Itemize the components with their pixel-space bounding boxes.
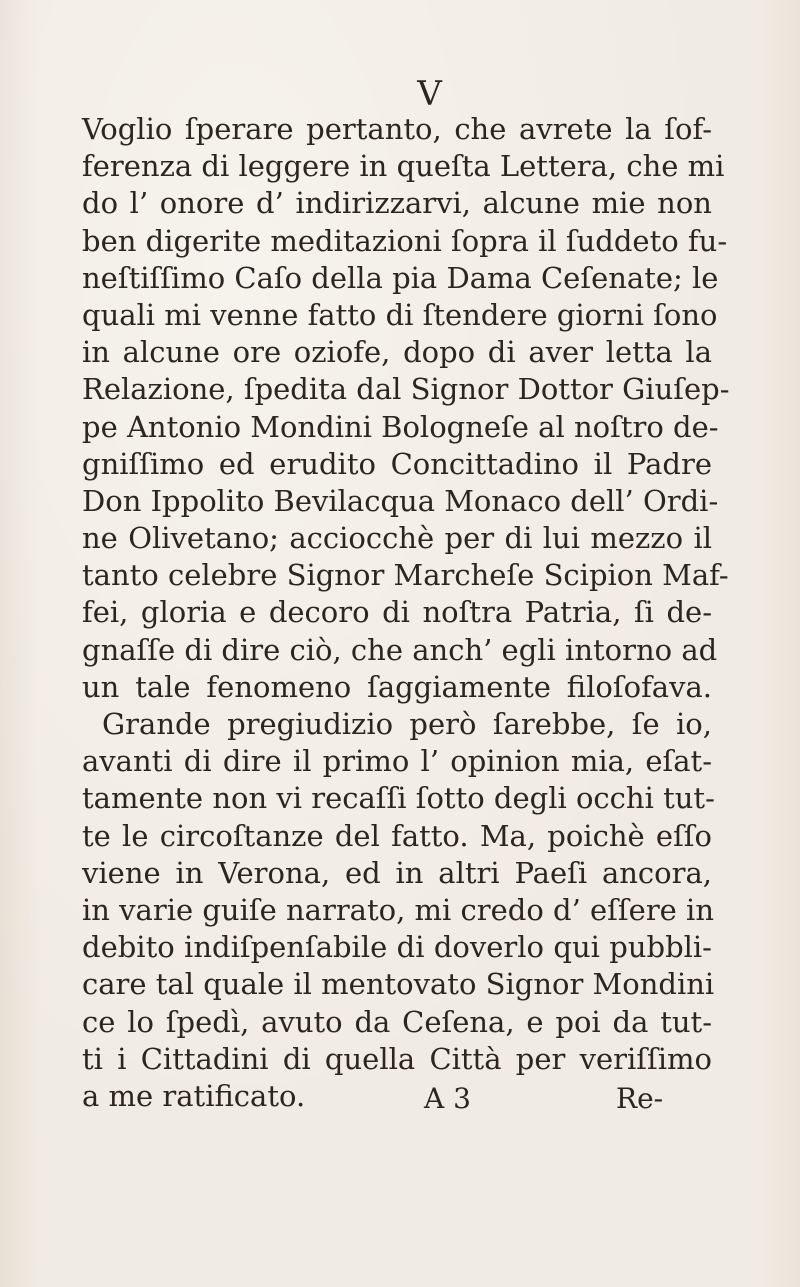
text-line: ben digerite meditazioni ſopra il ſuddeto fu- bbox=[82, 223, 728, 258]
page-footer bbox=[0, 1082, 800, 1122]
text-line-paragraph-end: a me ratificato. bbox=[82, 1078, 306, 1113]
body-text bbox=[82, 111, 730, 1115]
text-line: ce lo ſpedì, avuto da Ceſena, e poi da tut- bbox=[82, 1004, 712, 1039]
text-line: avanti di dire il primo l’ opinion mia, eſat- bbox=[82, 744, 712, 779]
text-line: Relazione, ſpedita dal Signor Dottor Giuſep- bbox=[82, 372, 730, 407]
signature-mark: A 3 bbox=[424, 1082, 471, 1115]
text-line: ti i Cittadini di quella Città per veriſſimo bbox=[82, 1041, 712, 1076]
text-line: fei, gloria e decoro di noſtra Patria, ſi de- bbox=[82, 595, 712, 630]
text-line: viene in Verona, ed in altri Paeſi ancora, bbox=[82, 855, 712, 890]
text-line: tamente non vi recaſſi ſotto degli occhi tut- bbox=[82, 781, 715, 816]
text-line-paragraph-start: Grande pregiudizio però ſarebbe, ſe io, bbox=[102, 707, 712, 741]
text-line: ne Olivetano; acciocchè per di lui mezzo il bbox=[82, 521, 712, 556]
text-line: neſtiſſimo Caſo della pia Dama Ceſenate; le bbox=[82, 260, 719, 295]
text-line: pe Antonio Mondini Bologneſe al noſtro de- bbox=[82, 409, 719, 444]
catchword: Re- bbox=[616, 1082, 664, 1115]
text-line: tanto celebre Signor Marcheſe Scipion Maf- bbox=[82, 558, 729, 593]
text-line: ferenza di leggere in queſta Lettera, che mi bbox=[82, 149, 725, 184]
text-line: in alcune ore oziofe, dopo di aver letta la bbox=[82, 335, 712, 370]
text-line: gniſſimo ed erudito Concittadino il Padre bbox=[82, 446, 712, 481]
text-line: gnaſſe di dire ciò, che anch’ egli intorno ad bbox=[82, 632, 718, 667]
text-line: Voglio ſperare pertanto, che avrete la ſof- bbox=[82, 112, 712, 146]
text-line: quali mi venne fatto di ſtendere giorni ſono bbox=[82, 297, 718, 332]
page-number-heading: V bbox=[417, 74, 443, 114]
text-line: care tal quale il mentovato Signor Mondini bbox=[82, 967, 715, 1002]
text-line: debito indiſpenſabile di doverlo qui pubbli- bbox=[82, 930, 712, 965]
text-line: te le circoſtanze del fatto. Ma, poichè eſſo bbox=[82, 818, 712, 853]
text-line: do l’ onore d’ indirizzarvi, alcune mie non bbox=[82, 186, 712, 221]
text-line: in varie guiſe narrato, mi credo d’ eſſere in bbox=[82, 892, 715, 927]
text-line: Don Ippolito Bevilacqua Monaco dell’ Ordi- bbox=[82, 483, 719, 518]
text-line: un tale fenomeno ſaggiamente filoſofava. bbox=[82, 669, 712, 704]
